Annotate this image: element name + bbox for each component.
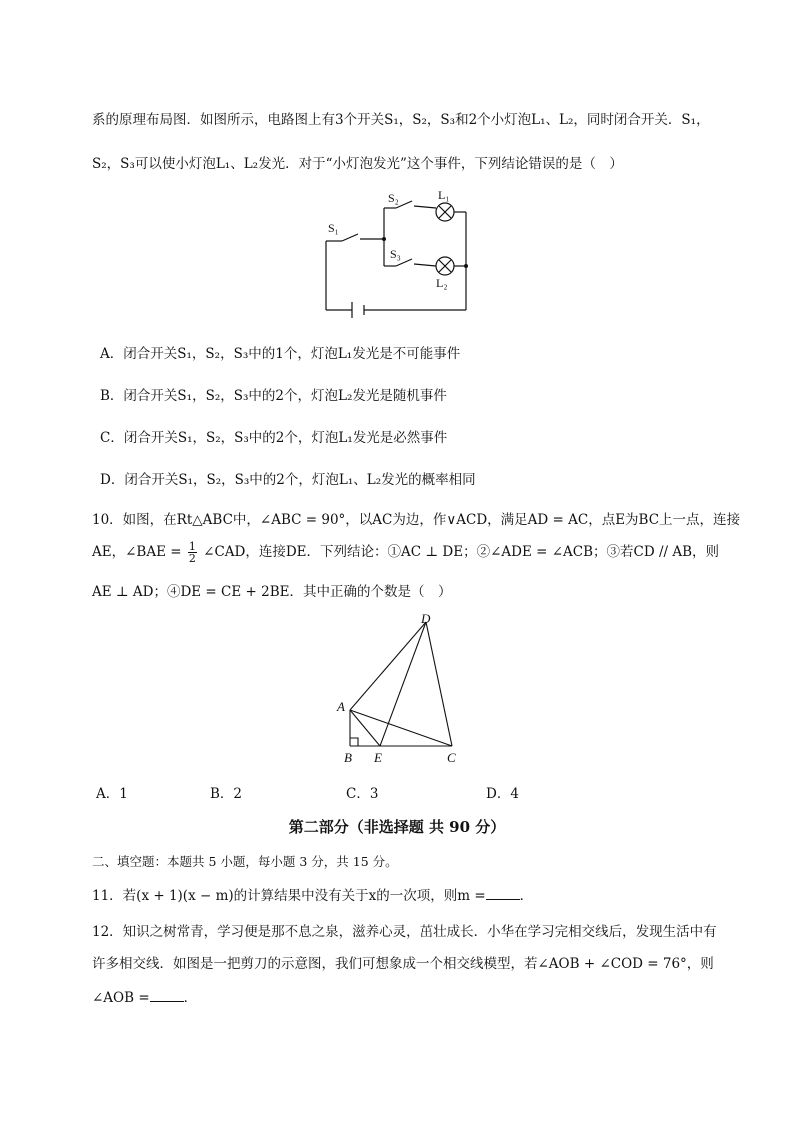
- q9-line1: 系的原理布局图．如图所示，电路图上有3个开关S₁，S₂，S₃和2个小灯泡L₁、L₂，同时闭合开关．S₁，: [92, 112, 710, 128]
- q9-option-c[interactable]: C．闭合开关S₁，S₂，S₃中的2个，灯泡L₁发光是必然事件: [100, 430, 448, 446]
- q10-line2-start: AE，∠BAE =: [92, 544, 182, 560]
- q12-end: ．: [183, 990, 198, 1006]
- q10-option-d[interactable]: D．4: [486, 786, 519, 802]
- label-s1: S₁: [328, 221, 339, 235]
- right-angle-mark: [350, 738, 358, 746]
- label-s2: S₂: [388, 191, 399, 205]
- q10-option-b[interactable]: B．2: [210, 786, 243, 802]
- label-l1: L₁: [438, 188, 450, 202]
- label-a: A: [337, 699, 345, 714]
- q12-line3: [92, 986, 197, 1006]
- q12-answer-blank[interactable]: [150, 991, 184, 1002]
- fraction-numerator: 1: [188, 540, 196, 553]
- label-s3: S₃: [390, 247, 401, 261]
- label-e: E: [374, 750, 382, 765]
- label-b: B: [344, 750, 352, 765]
- part2-title: 第二部分（非选择题 共 90 分）: [288, 818, 506, 836]
- q12-text: ∠AOB =: [92, 990, 150, 1006]
- label-c: C: [447, 750, 456, 765]
- q11-answer-blank[interactable]: [486, 889, 520, 900]
- q9-line2: S₂，S₃可以使小灯泡L₁、L₂发光．对于“小灯泡发光”这个事件，下列结论错误的是（ ）: [92, 156, 623, 172]
- q11-line: [92, 884, 533, 904]
- q10-option-a[interactable]: A．1: [96, 786, 128, 802]
- triangle-diagram: [330, 610, 470, 770]
- label-l2: L₂: [436, 276, 448, 290]
- q10-line3: AE ⊥ AD；④DE = CE + 2BE．其中正确的个数是（ ）: [92, 584, 452, 600]
- q9-option-d[interactable]: D．闭合开关S₁，S₂，S₃中的2个，灯泡L₁、L₂发光的概率相同: [100, 472, 476, 488]
- label-d: D: [421, 611, 431, 626]
- q10-option-c[interactable]: C．3: [346, 786, 379, 802]
- q12-line2: 许多相交线．如图是一把剪刀的示意图，我们可想象成一个相交线模型，若∠AOB + ∠COD = 76°，则: [92, 956, 714, 972]
- q9-option-b[interactable]: B．闭合开关S₁，S₂，S₃中的2个，灯泡L₂发光是随机事件: [100, 388, 447, 404]
- q9-option-a[interactable]: A．闭合开关S₁，S₂，S₃中的1个，灯泡L₁发光是不可能事件: [100, 346, 461, 362]
- q11-end: ．: [519, 888, 534, 904]
- q12-line1: 12．知识之树常青，学习便是那不息之泉，滋养心灵，茁壮成长．小华在学习完相交线后，发现生活中有: [92, 924, 717, 940]
- switch-s1-blade: [342, 234, 358, 241]
- circuit-diagram: [318, 186, 486, 318]
- q11-text: 11．若(x + 1)(x − m)的计算结果中没有关于x的一次项，则m =: [92, 888, 486, 904]
- q10-line2: [92, 540, 719, 564]
- fill-blank-header: 二、填空题：本题共 5 小题，每小题 3 分，共 15 分。: [92, 854, 398, 869]
- fraction-denominator: 2: [188, 552, 196, 565]
- q10-line1: 10．如图，在Rt△ABC中，∠ABC = 90°，以AC为边，作∨ACD，满足AD = AC，点E为BC上一点，连接: [92, 512, 741, 528]
- fraction-one-half: [188, 541, 197, 564]
- q10-line2-end: ∠CAD，连接DE．下列结论：①AC ⊥ DE；②∠ADE = ∠ACB；③若CD // AB，则: [203, 544, 720, 560]
